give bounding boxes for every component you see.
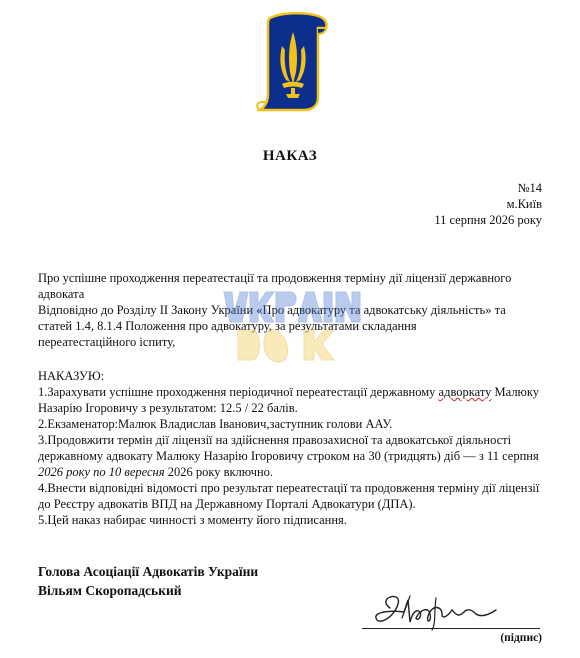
- order-keyword: НАКАЗУЮ:: [38, 369, 105, 383]
- subject-line: адвоката: [38, 287, 85, 301]
- basis-line: статей 1.4, 8.1.4 Положення про адвокатуру, за результатами складання: [38, 319, 417, 333]
- order-city: м.Київ: [506, 197, 542, 211]
- order-number: №14: [517, 181, 542, 195]
- trident-scroll-emblem-icon: [252, 10, 332, 114]
- document-meta: [434, 180, 542, 228]
- order-item-4-cont: до Реєстру адвокатів ВПД на Державному Порталі Адвокатури (ДПА).: [38, 497, 416, 511]
- order-item-1-cont: Назарію Ігоровичу з результатом: 12.5 / 22 балів.: [38, 401, 298, 415]
- misspelled-word: адворкату: [438, 385, 492, 399]
- signature-caption: (підпис): [500, 632, 542, 644]
- signatory-name: Вільям Скоропадський: [38, 583, 182, 598]
- order-item-5: 5.Цей наказ набирає чинності з моменту його підписання.: [38, 513, 347, 527]
- order-item-3-cont: 2026 року по 10 вересня 2026 року включно.: [38, 465, 274, 479]
- subject-line: Про успішне проходження переатестації та продовження терміну дії ліцензії державного: [38, 271, 512, 285]
- basis-line: переатестаційного іспиту,: [38, 335, 176, 349]
- order-date: 11 серпня 2026 року: [434, 213, 542, 227]
- order-item-2: 2.Екзаменатор:Малюк Владислав Іванович,заступник голови ААУ.: [38, 417, 393, 431]
- order-body: [38, 270, 558, 528]
- document-title: НАКАЗ: [262, 148, 318, 164]
- order-item-1: 1.Зарахувати успішне проходження періодичної переатестації державному адворкату Малюку: [38, 385, 540, 399]
- signatory-block: [38, 562, 258, 600]
- signatory-position: Голова Асоціації Адвокатів України: [38, 564, 259, 579]
- order-item-3: 3.Продовжити термін дії ліцензії на здійснення правозахисної та адвокатської діяльності: [38, 433, 512, 447]
- order-item-4: 4.Внести відповідні відомості про результат переатестації та продовження терміну дії ліцензії: [38, 481, 540, 495]
- signature-line: [362, 628, 540, 629]
- basis-line: Відповідно до Розділу ІІ Закону України «Про адвокатуру та адвокатську діяльність» та: [38, 303, 506, 317]
- order-item-3-cont: державному адвокату Малюку Назарію Ігоровичу строком на 30 (тридцять) діб — з 11 серпня: [38, 449, 539, 463]
